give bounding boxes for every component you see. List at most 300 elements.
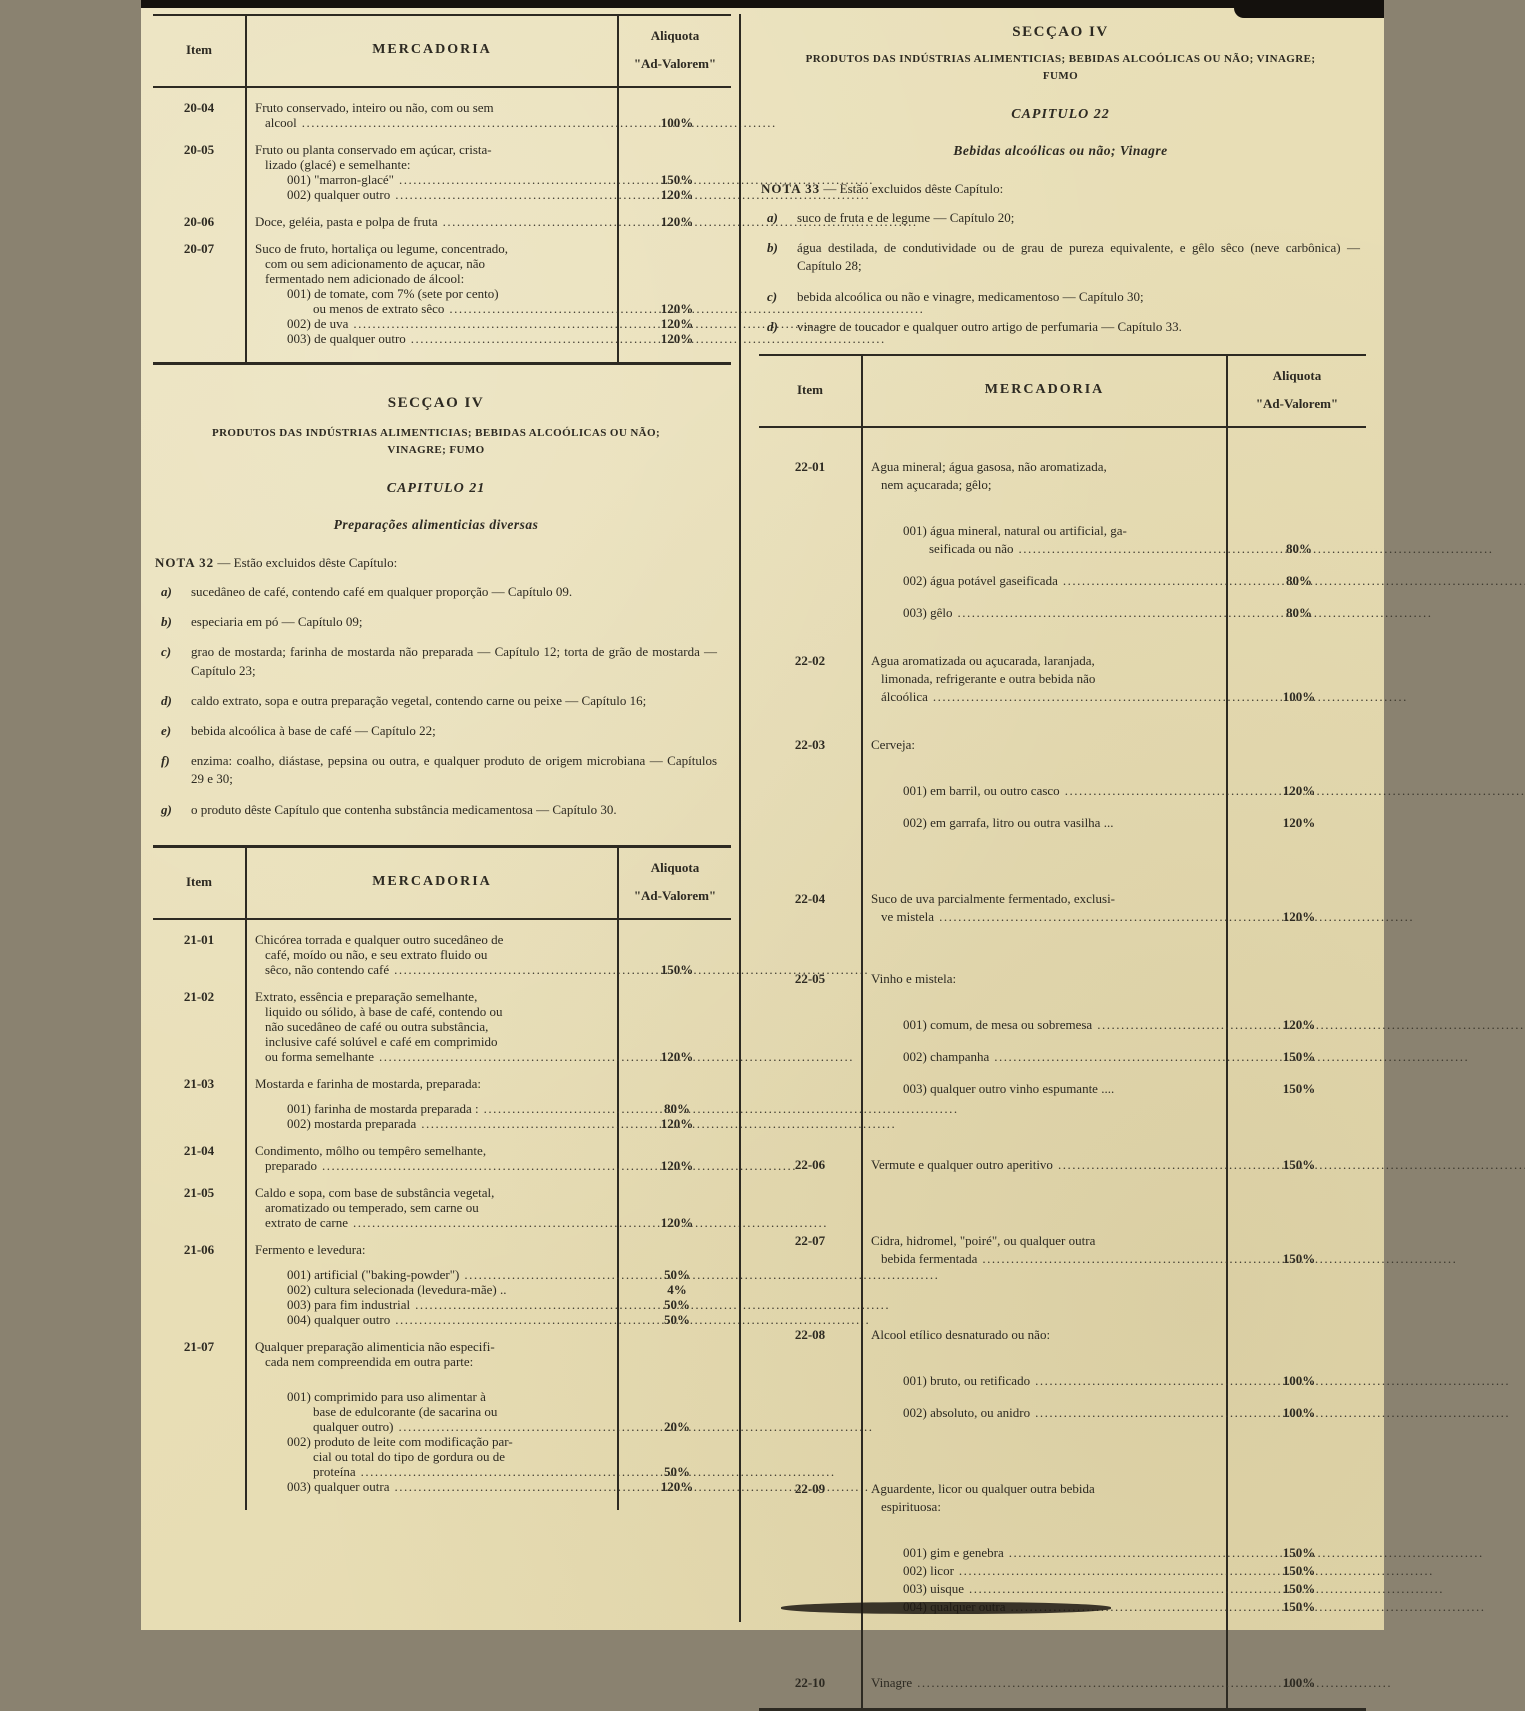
table-row-line: [153, 1215, 731, 1230]
aliquota-value: [1228, 1268, 1366, 1344]
col-header-aliquota: [619, 16, 731, 86]
section-chapter-21: [153, 365, 731, 841]
tariff-table-chapter-22: [759, 354, 1366, 1711]
item-code: [153, 172, 245, 187]
table-row-line: [759, 476, 1366, 494]
table-row-line: [153, 962, 731, 977]
mercadoria-cell: [245, 1282, 619, 1297]
item-code: [153, 1282, 245, 1297]
mercadoria-text: 001) de tomate, com 7% (sete por cento): [287, 286, 499, 301]
nota-item: [761, 239, 1360, 275]
item-code: [153, 1297, 245, 1312]
mercadoria-text: 001) gim e genebra: [903, 1545, 1004, 1561]
nota-item: [761, 318, 1360, 336]
mercadoria-cell: [245, 1404, 619, 1419]
mercadoria-text: ou forma semelhante: [265, 1048, 375, 1064]
mercadoria-text: bebida fermentada: [881, 1251, 978, 1267]
nota-label: NOTA 32: [155, 555, 215, 571]
mercadoria-text: 002) qualquer outro: [287, 187, 391, 202]
aliquota-value: 150%: [1282, 1081, 1316, 1097]
aliquota-value: [619, 1449, 731, 1464]
mercadoria-text: não sucedâneo de café ou outra substância,: [265, 1018, 489, 1034]
mercadoria-cell: [245, 256, 619, 271]
item-code: [759, 988, 861, 1034]
table-row-line: [759, 1344, 1366, 1390]
mercadoria-text: 001) bruto, ou retificado: [903, 1373, 1031, 1389]
aliquota-value: [619, 1004, 731, 1019]
mercadoria-text: 003) para fim industrial: [287, 1296, 411, 1312]
mercadoria-text: Alcool etílico desnaturado ou não:: [871, 1327, 1051, 1343]
aliquota-value: [619, 1200, 731, 1215]
mercadoria-cell: [245, 962, 619, 977]
table-row-line: [153, 172, 731, 187]
mercadoria-cell: [861, 832, 1228, 908]
item-code: [153, 157, 245, 172]
aliquota-value: 100%: [1282, 1675, 1316, 1691]
table-row-line: [153, 1200, 731, 1215]
table-row-line: [759, 1498, 1366, 1516]
item-code: 22-10: [794, 1675, 826, 1691]
scan-corner-artifact: [1234, 0, 1384, 18]
table-row-line: [759, 1422, 1366, 1498]
table-row-line: [759, 1390, 1366, 1422]
mercadoria-cell: [245, 1479, 619, 1510]
table-row-line: [759, 1066, 1366, 1098]
col-header-aliquota-line2: "Ad-Valorem": [1255, 396, 1339, 412]
col-header-item: Item: [186, 42, 212, 57]
item-code: [759, 1066, 861, 1098]
col-header-mercadoria: MERCADORIA: [861, 356, 1228, 426]
table-row-line: [153, 229, 731, 256]
nota-item-text: vinagre de toucador e qualquer outro artigo de perfumaria — Capítulo 33.: [797, 318, 1182, 334]
nota-item-text: o produto dêste Capítulo que contenha substância medicamentosa — Capítulo 30.: [191, 801, 617, 817]
aliquota-value: 150%: [660, 172, 694, 187]
mercadoria-cell: [245, 1034, 619, 1049]
table-row-line: [759, 832, 1366, 908]
mercadoria-cell: [861, 428, 1228, 476]
table-row-line: [153, 88, 731, 115]
chapter-title: Bebidas alcoólicas ou não; Vinagre: [953, 143, 1168, 159]
mercadoria-text: preparado: [265, 1157, 317, 1173]
mercadoria-cell: [245, 977, 619, 1004]
mercadoria-text: 002) água potável gaseificada: [903, 573, 1058, 589]
aliquota-value: 120%: [1282, 783, 1316, 799]
item-code: [759, 800, 861, 832]
table-body: [759, 428, 1366, 1708]
mercadoria-cell: [245, 1019, 619, 1034]
mercadoria-text: 002) em garrafa, litro ou outra vasilha ...: [903, 815, 1114, 831]
section-chapter-22: [759, 14, 1366, 354]
table-row-line: [153, 1479, 731, 1510]
item-code: [153, 286, 245, 301]
table-row-line: [153, 271, 731, 286]
nota-item: [155, 692, 717, 710]
table-row-line: [153, 1297, 731, 1312]
nota-item-text: especiaria em pó — Capítulo 09;: [191, 614, 363, 630]
table-row-line: [759, 1098, 1366, 1174]
table-row-line: [153, 1434, 731, 1449]
table-row-line: [759, 1516, 1366, 1562]
dot-leader: [982, 1250, 1457, 1268]
mercadoria-text: liquido ou sólido, à base de café, contendo ou: [265, 1003, 503, 1019]
item-code: 22-04: [794, 891, 826, 907]
mercadoria-cell: [861, 476, 1228, 494]
table-row-line: [759, 1174, 1366, 1250]
aliquota-value: 120%: [660, 1214, 694, 1230]
aliquota-value: [619, 1434, 731, 1449]
table-row-line: [153, 1019, 731, 1034]
nota-item-text: suco de fruta e de legume — Capítulo 20;: [797, 210, 1015, 226]
col-header-aliquota: [1228, 356, 1366, 426]
mercadoria-text: espirituosa:: [881, 1499, 941, 1515]
mercadoria-cell: [245, 1419, 619, 1434]
item-code: [153, 947, 245, 962]
aliquota-value: [619, 1404, 731, 1419]
mercadoria-text: cial ou total do tipo de gordura ou de: [313, 1448, 506, 1464]
mercadoria-cell: [861, 800, 1228, 832]
mercadoria-text: 003) uisque: [903, 1581, 965, 1597]
item-code: 21-02: [183, 988, 215, 1004]
table-row-line: [759, 688, 1366, 706]
item-code: [153, 1200, 245, 1215]
table-header: [759, 356, 1366, 428]
mercadoria-cell: [245, 1312, 619, 1327]
section-title: SECÇAO IV: [1012, 24, 1109, 40]
item-code: [759, 908, 861, 926]
table-row-line: [153, 301, 731, 316]
table-row-line: [759, 1580, 1366, 1598]
aliquota-value: [619, 229, 731, 256]
mercadoria-cell: [245, 1173, 619, 1200]
section-subtitle: PRODUTOS DAS INDÚSTRIAS ALIMENTICIAS; BEBIDAS ALCOÓLICAS OU NÃO; VINAGRE; FUMO: [805, 53, 1316, 83]
item-code: 21-01: [183, 931, 215, 947]
aliquota-value: [619, 1131, 731, 1158]
nota-item: [761, 209, 1360, 227]
item-code: 22-03: [794, 737, 826, 753]
mercadoria-text: ve mistela: [881, 909, 935, 925]
item-code: [759, 558, 861, 590]
aliquota-value: 120%: [660, 1048, 694, 1064]
mercadoria-cell: [245, 1434, 619, 1449]
table-row-line: [153, 316, 731, 331]
table-row-line: [153, 130, 731, 157]
mercadoria-cell: [861, 1422, 1228, 1498]
mercadoria-cell: [861, 1066, 1228, 1098]
aliquota-value: [1228, 706, 1366, 754]
aliquota-value: [619, 271, 731, 286]
nota-item-letter: b): [767, 240, 778, 256]
table-row-line: [153, 256, 731, 271]
table-row-line: [153, 1312, 731, 1327]
table-row-line: [759, 988, 1366, 1034]
nota-item: [155, 583, 717, 601]
table-row-line: [153, 1004, 731, 1019]
table-row-line: [759, 800, 1366, 832]
mercadoria-text: alcool: [265, 115, 297, 130]
right-column: [751, 14, 1376, 1691]
column-divider-rule: [739, 14, 741, 1622]
item-code: 22-08: [794, 1327, 826, 1343]
aliquota-value: 50%: [664, 1463, 690, 1479]
mercadoria-text: 002) champanha: [903, 1049, 990, 1065]
item-code: [153, 1354, 245, 1369]
tariff-table-chapter-21: [153, 845, 731, 1510]
mercadoria-cell: [245, 1131, 619, 1158]
mercadoria-cell: [245, 301, 619, 316]
aliquota-value: [1228, 926, 1366, 988]
aliquota-value: [619, 1034, 731, 1049]
mercadoria-cell: [245, 1354, 619, 1369]
nota-list: [761, 209, 1360, 336]
table-row-line: [759, 558, 1366, 590]
mercadoria-text: Suco de uva parcialmente fermentado, exclusi-: [871, 891, 1116, 907]
mercadoria-text: limonada, refrigerante e outra bebida não: [881, 671, 1096, 687]
mercadoria-text: 001) água mineral, natural ou artificial, ga-: [903, 523, 1127, 539]
item-code: 21-07: [183, 1338, 215, 1354]
mercadoria-text: 001) em barril, ou outro casco: [903, 783, 1060, 799]
aliquota-value: 80%: [1286, 605, 1312, 621]
nota-text: — Estão excluidos dêste Capítulo:: [823, 181, 1004, 197]
mercadoria-cell: [245, 947, 619, 962]
col-header-aliquota-line1: Aliquota: [650, 859, 700, 875]
mercadoria-text: 003) de qualquer outro: [287, 331, 406, 346]
nota-item: [761, 288, 1360, 306]
nota-item-letter: f): [161, 753, 170, 769]
nota-item-letter: b): [161, 614, 172, 630]
item-code: [759, 1498, 861, 1516]
mercadoria-text: Doce, geléia, pasta e polpa de fruta: [255, 214, 438, 229]
mercadoria-text: nem açucarada; gêlo;: [881, 477, 992, 493]
nota-item-letter: g): [161, 801, 172, 817]
table-row-line: [153, 1449, 731, 1464]
mercadoria-text: Qualquer preparação alimenticia não especifi-: [255, 1338, 495, 1354]
mercadoria-text: aromatizado ou temperado, sem carne ou: [265, 1199, 479, 1215]
mercadoria-text: Fruto ou planta conservado em açúcar, crista-: [255, 142, 492, 157]
mercadoria-cell: [245, 1297, 619, 1312]
nota-item: [155, 643, 717, 679]
mercadoria-text: Vinagre: [871, 1675, 913, 1691]
nota-item: [155, 613, 717, 631]
mercadoria-cell: [861, 706, 1228, 754]
mercadoria-cell: [245, 1116, 619, 1131]
nota-text: — Estão excluidos dêste Capítulo:: [217, 555, 398, 571]
mercadoria-text: 001) comprimido para uso alimentar à: [287, 1388, 486, 1404]
table-row-line: [759, 926, 1366, 988]
table-row-line: [759, 670, 1366, 688]
table-row-line: [153, 331, 731, 362]
mercadoria-cell: [245, 172, 619, 187]
aliquota-value: 100%: [660, 115, 694, 130]
item-code: 22-02: [794, 653, 826, 669]
aliquota-value: [1228, 1422, 1366, 1498]
item-code: [759, 1034, 861, 1066]
table-header: [153, 848, 731, 920]
aliquota-value: 120%: [660, 1115, 694, 1131]
aliquota-value: 100%: [1282, 1405, 1316, 1421]
table-row-line: [153, 947, 731, 962]
section-subtitle: PRODUTOS DAS INDÚSTRIAS ALIMENTICIAS; BEBIDAS ALCOÓLICAS OU NÃO; VINAGRE; FUMO: [211, 427, 661, 457]
col-header-mercadoria: MERCADORIA: [245, 848, 619, 918]
mercadoria-cell: [861, 1516, 1228, 1562]
nota-item-letter: c): [161, 644, 172, 660]
col-header-aliquota-line2: "Ad-Valorem": [633, 56, 717, 71]
aliquota-value: [619, 1019, 731, 1034]
mercadoria-cell: [245, 1158, 619, 1173]
aliquota-value: [619, 947, 731, 962]
table-row-line: [153, 1158, 731, 1173]
table-row-line: [153, 1131, 731, 1158]
item-code: [759, 1250, 861, 1268]
table-row-line: [153, 1173, 731, 1200]
nota-item-letter: e): [161, 723, 172, 739]
aliquota-value: 20%: [664, 1418, 690, 1434]
mercadoria-text: sêco, não contendo café: [265, 961, 390, 977]
mercadoria-cell: [861, 1034, 1228, 1066]
nota-item-letter: a): [767, 210, 778, 226]
aliquota-value: [1228, 494, 1366, 540]
table-row-line: [153, 157, 731, 172]
nota-list: [155, 583, 717, 819]
table-row-line: [759, 1034, 1366, 1066]
mercadoria-cell: [861, 908, 1228, 926]
mercadoria-cell: [861, 670, 1228, 688]
item-code: [153, 1049, 245, 1064]
col-header-aliquota-line1: Aliquota: [1272, 368, 1322, 384]
mercadoria-cell: [245, 316, 619, 331]
aliquota-value: 120%: [660, 187, 694, 202]
chapter-title: Preparações alimenticias diversas: [333, 517, 539, 533]
mercadoria-text: fermentado nem adicionado de álcool:: [265, 271, 465, 286]
aliquota-value: 50%: [664, 1296, 690, 1312]
table-row-line: [153, 1419, 731, 1434]
item-code: [153, 1312, 245, 1327]
aliquota-value: [619, 130, 731, 157]
mercadoria-text: extrato de carne: [265, 1214, 349, 1230]
item-code: [153, 1019, 245, 1034]
aliquota-value: 100%: [1282, 689, 1316, 705]
item-code: [759, 1516, 861, 1562]
mercadoria-cell: [245, 130, 619, 157]
table-header: [153, 16, 731, 88]
item-code: [153, 1215, 245, 1230]
mercadoria-text: proteína: [313, 1463, 356, 1479]
nota-item: [155, 752, 717, 788]
table-row-line: [153, 977, 731, 1004]
aliquota-value: 120%: [1282, 909, 1316, 925]
item-code: 21-05: [183, 1184, 215, 1200]
mercadoria-cell: [245, 1449, 619, 1464]
aliquota-value: [619, 1327, 731, 1354]
scan-bottom-artifact: [781, 1602, 1111, 1614]
nota-heading: [155, 555, 717, 571]
aliquota-value: [619, 977, 731, 1004]
item-code: 22-09: [794, 1481, 826, 1497]
aliquota-value: 50%: [664, 1266, 690, 1282]
aliquota-value: 120%: [660, 301, 694, 316]
mercadoria-text: Chicórea torrada e qualquer outro sucedâneo de: [255, 931, 504, 947]
dot-leader: [969, 1580, 1444, 1598]
table-row-line: [759, 1616, 1366, 1708]
left-column: [153, 14, 731, 1622]
mercadoria-cell: [861, 1344, 1228, 1390]
mercadoria-cell: [861, 1562, 1228, 1580]
mercadoria-cell: [245, 1215, 619, 1230]
item-code: 20-05: [183, 142, 215, 157]
aliquota-value: [619, 88, 731, 115]
item-code: [153, 1004, 245, 1019]
mercadoria-text: seificada ou não: [929, 541, 1014, 557]
aliquota-value: [1228, 428, 1366, 476]
table-row-line: [153, 1404, 731, 1419]
nota-label: NOTA 33: [761, 181, 821, 197]
nota-heading: [761, 181, 1360, 197]
aliquota-value: [619, 256, 731, 271]
mercadoria-text: Vermute e qualquer outro aperitivo: [871, 1157, 1053, 1173]
col-header-aliquota: [619, 848, 731, 918]
nota-item-letter: c): [767, 288, 778, 304]
item-code: [759, 1562, 861, 1580]
aliquota-value: [619, 1064, 731, 1091]
aliquota-value: 80%: [1286, 541, 1312, 557]
mercadoria-text: base de edulcorante (de sacarina ou: [313, 1403, 498, 1419]
mercadoria-cell: [245, 1327, 619, 1354]
nota-item-text: caldo extrato, sopa e outra preparação vegetal, contendo carne ou peixe — Capítulo 16;: [191, 692, 647, 708]
table-row-line: [759, 706, 1366, 754]
item-code: [759, 494, 861, 540]
mercadoria-text: cada nem compreendida em outra parte:: [265, 1353, 474, 1369]
section-title: SECÇAO IV: [387, 395, 485, 411]
table-row-line: [759, 540, 1366, 558]
aliquota-value: [619, 1369, 731, 1404]
item-code: [153, 187, 245, 202]
aliquota-value: [619, 157, 731, 172]
item-code: [153, 1034, 245, 1049]
nota-item-text: bebida alcoólica ou não e vinagre, medicamentoso — Capítulo 30;: [797, 288, 1144, 304]
mercadoria-cell: [245, 920, 619, 947]
aliquota-value: [1228, 1174, 1366, 1250]
mercadoria-cell: [245, 187, 619, 202]
aliquota-value: [1228, 1498, 1366, 1516]
item-code: [153, 316, 245, 331]
mercadoria-text: Agua aromatizada ou açucarada, laranjada,: [871, 653, 1095, 669]
mercadoria-text: Cidra, hidromel, "poiré", ou qualquer outra: [871, 1233, 1096, 1249]
table-row-line: [153, 1064, 731, 1091]
mercadoria-text: lizado (glacé) e semelhante:: [265, 157, 411, 172]
table-row-line: [153, 1282, 731, 1297]
mercadoria-text: com ou sem adicionamento de açucar, não: [265, 256, 486, 271]
mercadoria-cell: [861, 540, 1228, 558]
mercadoria-text: Agua mineral; água gasosa, não aromatizada,: [871, 459, 1107, 475]
mercadoria-cell: [245, 1064, 619, 1091]
mercadoria-cell: [861, 1250, 1228, 1268]
tariff-table-chapter-20: [153, 14, 731, 365]
aliquota-value: 150%: [1282, 1157, 1316, 1173]
nota-item-text: grao de mostarda; farinha de mostarda não preparada — Capítulo 12; torta de grão de mostarda — Capítulo 23;: [191, 644, 717, 678]
mercadoria-text: 002) licor: [903, 1563, 954, 1579]
nota-item-letter: d): [767, 318, 778, 334]
mercadoria-cell: [245, 202, 619, 229]
item-code: [759, 1390, 861, 1422]
table-row-line: [153, 1327, 731, 1354]
item-code: [759, 590, 861, 622]
item-code: [153, 1449, 245, 1464]
item-code: 20-06: [183, 214, 215, 229]
aliquota-value: 150%: [1282, 1049, 1316, 1065]
col-header-mercadoria: MERCADORIA: [245, 16, 619, 86]
mercadoria-cell: [245, 157, 619, 172]
mercadoria-text: 002) produto de leite com modificação par-: [287, 1433, 513, 1449]
mercadoria-text: 003) qualquer outra: [287, 1478, 390, 1494]
